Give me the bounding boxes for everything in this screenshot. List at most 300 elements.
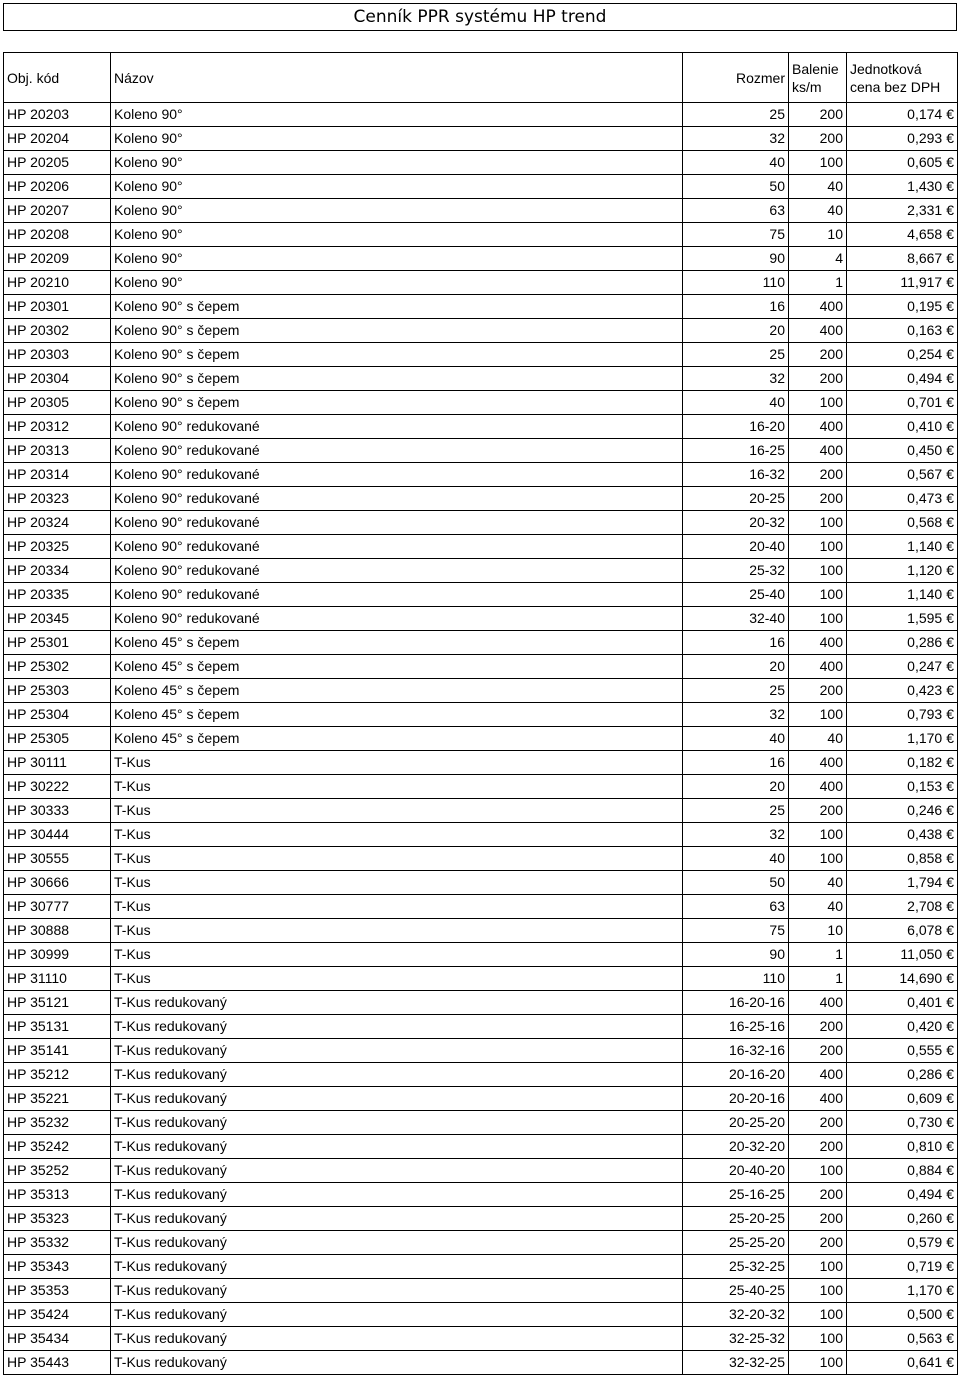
cell-cena: [847, 583, 958, 607]
cell-cena: [847, 679, 958, 703]
cell-rozmer: 16-20-16: [683, 991, 789, 1015]
cell-kod: HP 20206: [4, 175, 111, 199]
cell-cena: [847, 727, 958, 751]
price-value: 0,563: [907, 1330, 943, 1346]
cell-rozmer: 40: [683, 151, 789, 175]
table-row: [4, 175, 958, 199]
table-row: [4, 103, 958, 127]
cell-rozmer: 110: [683, 967, 789, 991]
cell-nazov: Koleno 90° redukované: [111, 607, 683, 631]
cell-balenie: 100: [789, 607, 847, 631]
cell-nazov: Koleno 90° redukované: [111, 439, 683, 463]
cell-kod: HP 20208: [4, 223, 111, 247]
cell-nazov: Koleno 90° redukované: [111, 559, 683, 583]
cell-cena: [847, 1015, 958, 1039]
cell-kod: HP 20313: [4, 439, 111, 463]
cell-cena: [847, 607, 958, 631]
price-value: 2,331: [907, 202, 943, 218]
currency-symbol: €: [946, 850, 954, 866]
table-header: [4, 53, 958, 103]
cell-cena: [847, 1255, 958, 1279]
cell-kod: HP 35434: [4, 1327, 111, 1351]
cell-nazov: T-Kus redukovaný: [111, 1063, 683, 1087]
cell-cena: [847, 367, 958, 391]
cell-cena: [847, 1183, 958, 1207]
table-row: [4, 559, 958, 583]
currency-symbol: €: [946, 610, 954, 626]
currency-symbol: €: [946, 1018, 954, 1034]
cell-cena: [847, 1111, 958, 1135]
cell-nazov: T-Kus redukovaný: [111, 1015, 683, 1039]
cell-nazov: Koleno 90°: [111, 103, 683, 127]
cell-cena: [847, 1135, 958, 1159]
cell-kod: HP 35232: [4, 1111, 111, 1135]
cell-balenie: 200: [789, 1135, 847, 1159]
table-row: [4, 223, 958, 247]
cell-balenie: 200: [789, 1207, 847, 1231]
cell-kod: HP 30111: [4, 751, 111, 775]
cell-balenie: 400: [789, 319, 847, 343]
price-value: 0,793: [907, 706, 943, 722]
cell-kod: HP 20314: [4, 463, 111, 487]
cell-kod: HP 35242: [4, 1135, 111, 1159]
cell-nazov: T-Kus: [111, 751, 683, 775]
cell-cena: [847, 799, 958, 823]
cell-nazov: T-Kus: [111, 943, 683, 967]
currency-symbol: €: [946, 754, 954, 770]
cell-rozmer: 20-32-20: [683, 1135, 789, 1159]
cell-cena: [847, 871, 958, 895]
cell-kod: HP 25302: [4, 655, 111, 679]
cell-kod: HP 30222: [4, 775, 111, 799]
cell-nazov: T-Kus: [111, 967, 683, 991]
cell-balenie: 100: [789, 511, 847, 535]
table-row: [4, 271, 958, 295]
cell-kod: HP 35332: [4, 1231, 111, 1255]
cell-nazov: T-Kus: [111, 847, 683, 871]
cell-cena: [847, 1327, 958, 1351]
cell-rozmer: 16-25-16: [683, 1015, 789, 1039]
cell-kod: HP 35313: [4, 1183, 111, 1207]
price-value: 0,494: [907, 1186, 943, 1202]
currency-symbol: €: [946, 1066, 954, 1082]
table-row: [4, 1015, 958, 1039]
cell-cena: [847, 1231, 958, 1255]
currency-symbol: €: [946, 250, 954, 266]
cell-balenie: 100: [789, 823, 847, 847]
currency-symbol: €: [946, 514, 954, 530]
cell-rozmer: 75: [683, 919, 789, 943]
cell-nazov: Koleno 90° s čepem: [111, 343, 683, 367]
table-row: [4, 1327, 958, 1351]
table-row: [4, 151, 958, 175]
cell-balenie: 1: [789, 967, 847, 991]
cell-cena: [847, 751, 958, 775]
cell-balenie: 100: [789, 535, 847, 559]
currency-symbol: €: [946, 586, 954, 602]
cell-rozmer: 16-20: [683, 415, 789, 439]
cell-balenie: 200: [789, 463, 847, 487]
cell-rozmer: 32-20-32: [683, 1303, 789, 1327]
currency-symbol: €: [946, 730, 954, 746]
cell-balenie: 200: [789, 103, 847, 127]
header-nazov: Názov: [111, 53, 683, 103]
cell-rozmer: 20: [683, 655, 789, 679]
price-value: 0,423: [907, 682, 943, 698]
price-value: 11,917: [900, 274, 943, 290]
table-row: [4, 631, 958, 655]
price-value: 6,078: [907, 922, 943, 938]
cell-rozmer: 20-32: [683, 511, 789, 535]
price-value: 1,170: [907, 1282, 943, 1298]
currency-symbol: €: [946, 706, 954, 722]
cell-balenie: 400: [789, 295, 847, 319]
cell-nazov: Koleno 45° s čepem: [111, 703, 683, 727]
price-value: 1,430: [907, 178, 943, 194]
cell-nazov: Koleno 90° s čepem: [111, 319, 683, 343]
cell-rozmer: 16-25: [683, 439, 789, 463]
cell-balenie: 400: [789, 775, 847, 799]
cell-nazov: T-Kus redukovaný: [111, 1207, 683, 1231]
cell-balenie: 40: [789, 199, 847, 223]
cell-rozmer: 25: [683, 343, 789, 367]
cell-rozmer: 16: [683, 295, 789, 319]
page-title: Cenník PPR systému HP trend: [3, 3, 957, 31]
table-row: [4, 943, 958, 967]
table-row: [4, 511, 958, 535]
price-value: 0,730: [907, 1114, 943, 1130]
cell-cena: [847, 991, 958, 1015]
cell-nazov: T-Kus redukovaný: [111, 1327, 683, 1351]
cell-cena: [847, 1207, 958, 1231]
currency-symbol: €: [946, 682, 954, 698]
header-kod: Obj. kód: [4, 53, 111, 103]
cell-cena: [847, 1039, 958, 1063]
cell-nazov: Koleno 45° s čepem: [111, 727, 683, 751]
currency-symbol: €: [946, 898, 954, 914]
cell-nazov: T-Kus redukovaný: [111, 1183, 683, 1207]
currency-symbol: €: [946, 778, 954, 794]
table-row: [4, 1279, 958, 1303]
cell-rozmer: 25-25-20: [683, 1231, 789, 1255]
cell-balenie: 100: [789, 1255, 847, 1279]
cell-nazov: Koleno 90°: [111, 271, 683, 295]
cell-rozmer: 16-32-16: [683, 1039, 789, 1063]
table-row: [4, 751, 958, 775]
cell-balenie: 200: [789, 799, 847, 823]
currency-symbol: €: [946, 202, 954, 218]
currency-symbol: €: [946, 1138, 954, 1154]
cell-kod: HP 20204: [4, 127, 111, 151]
cell-balenie: 400: [789, 1087, 847, 1111]
table-row: [4, 967, 958, 991]
currency-symbol: €: [946, 418, 954, 434]
price-value: 0,609: [907, 1090, 943, 1106]
price-value: 0,555: [907, 1042, 943, 1058]
price-value: 0,401: [907, 994, 943, 1010]
cell-nazov: Koleno 45° s čepem: [111, 655, 683, 679]
cell-rozmer: 25: [683, 103, 789, 127]
cell-nazov: Koleno 90° redukované: [111, 463, 683, 487]
cell-kod: HP 20345: [4, 607, 111, 631]
cell-balenie: 200: [789, 679, 847, 703]
price-value: 1,140: [907, 586, 943, 602]
cell-rozmer: 20-25: [683, 487, 789, 511]
cell-rozmer: 25-40-25: [683, 1279, 789, 1303]
cell-rozmer: 25-32-25: [683, 1255, 789, 1279]
price-value: 0,260: [907, 1210, 943, 1226]
table-row: [4, 991, 958, 1015]
table-row: [4, 1039, 958, 1063]
table-row: [4, 1303, 958, 1327]
table-row: [4, 367, 958, 391]
cell-nazov: Koleno 90°: [111, 175, 683, 199]
cell-balenie: 100: [789, 847, 847, 871]
price-value: 0,410: [907, 418, 943, 434]
cell-cena: [847, 271, 958, 295]
currency-symbol: €: [946, 370, 954, 386]
price-value: 0,420: [907, 1018, 943, 1034]
cell-nazov: T-Kus redukovaný: [111, 991, 683, 1015]
table-row: [4, 799, 958, 823]
cell-balenie: 400: [789, 631, 847, 655]
table-row: [4, 1207, 958, 1231]
cell-balenie: 10: [789, 919, 847, 943]
price-value: 0,494: [907, 370, 943, 386]
cell-kod: HP 25304: [4, 703, 111, 727]
table-row: [4, 343, 958, 367]
currency-symbol: €: [946, 1330, 954, 1346]
cell-kod: HP 35443: [4, 1351, 111, 1375]
cell-rozmer: 25-32: [683, 559, 789, 583]
price-value: 0,163: [907, 322, 943, 338]
cell-kod: HP 30444: [4, 823, 111, 847]
cell-cena: [847, 895, 958, 919]
cell-balenie: 200: [789, 1111, 847, 1135]
price-value: 8,667: [907, 250, 943, 266]
cell-nazov: Koleno 90° redukované: [111, 535, 683, 559]
currency-symbol: €: [946, 1162, 954, 1178]
cell-nazov: Koleno 90° s čepem: [111, 391, 683, 415]
cell-cena: [847, 919, 958, 943]
cell-cena: [847, 967, 958, 991]
cell-cena: [847, 127, 958, 151]
cell-balenie: 100: [789, 391, 847, 415]
cell-kod: HP 30666: [4, 871, 111, 895]
cell-kod: HP 35353: [4, 1279, 111, 1303]
cell-balenie: 40: [789, 895, 847, 919]
cell-rozmer: 25-40: [683, 583, 789, 607]
currency-symbol: €: [946, 922, 954, 938]
cell-balenie: 40: [789, 175, 847, 199]
cell-kod: HP 35121: [4, 991, 111, 1015]
cell-cena: [847, 511, 958, 535]
cell-kod: HP 20323: [4, 487, 111, 511]
cell-rozmer: 50: [683, 871, 789, 895]
cell-balenie: 400: [789, 1063, 847, 1087]
cell-kod: HP 30888: [4, 919, 111, 943]
currency-symbol: €: [946, 658, 954, 674]
currency-symbol: €: [946, 298, 954, 314]
table-row: [4, 1063, 958, 1087]
cell-cena: [847, 487, 958, 511]
currency-symbol: €: [946, 130, 954, 146]
price-value: 0,858: [907, 850, 943, 866]
currency-symbol: €: [946, 442, 954, 458]
currency-symbol: €: [946, 154, 954, 170]
cell-balenie: 100: [789, 1159, 847, 1183]
cell-rozmer: 25: [683, 679, 789, 703]
currency-symbol: €: [946, 970, 954, 986]
price-value: 0,153: [907, 778, 943, 794]
cell-nazov: T-Kus: [111, 871, 683, 895]
cell-cena: [847, 703, 958, 727]
price-value: 0,810: [907, 1138, 943, 1154]
cell-balenie: 400: [789, 415, 847, 439]
cell-cena: [847, 439, 958, 463]
currency-symbol: €: [946, 562, 954, 578]
price-value: 1,170: [907, 730, 943, 746]
cell-kod: HP 25303: [4, 679, 111, 703]
currency-symbol: €: [946, 1090, 954, 1106]
cell-balenie: 1: [789, 943, 847, 967]
cell-kod: HP 20324: [4, 511, 111, 535]
table-row: [4, 895, 958, 919]
currency-symbol: €: [946, 1186, 954, 1202]
price-value: 0,174: [907, 106, 943, 122]
price-value: 0,247: [907, 658, 943, 674]
cell-nazov: Koleno 90° redukované: [111, 415, 683, 439]
cell-kod: HP 35252: [4, 1159, 111, 1183]
currency-symbol: €: [946, 466, 954, 482]
cell-kod: HP 20305: [4, 391, 111, 415]
price-value: 4,658: [907, 226, 943, 242]
cell-balenie: 200: [789, 127, 847, 151]
table-row: [4, 391, 958, 415]
cell-kod: HP 25305: [4, 727, 111, 751]
cell-cena: [847, 103, 958, 127]
currency-symbol: €: [946, 394, 954, 410]
cell-balenie: 400: [789, 751, 847, 775]
currency-symbol: €: [946, 346, 954, 362]
cell-rozmer: 16-32: [683, 463, 789, 487]
cell-cena: [847, 319, 958, 343]
header-balenie: [789, 53, 847, 103]
cell-rozmer: 40: [683, 391, 789, 415]
table-row: [4, 295, 958, 319]
table-row: [4, 703, 958, 727]
table-row: [4, 607, 958, 631]
cell-balenie: 200: [789, 1039, 847, 1063]
cell-balenie: 100: [789, 151, 847, 175]
currency-symbol: €: [946, 1258, 954, 1274]
cell-rozmer: 40: [683, 727, 789, 751]
table-row: [4, 919, 958, 943]
table-row: [4, 1135, 958, 1159]
cell-balenie: 100: [789, 583, 847, 607]
currency-symbol: €: [946, 1234, 954, 1250]
cell-kod: HP 30555: [4, 847, 111, 871]
currency-symbol: €: [946, 874, 954, 890]
cell-nazov: Koleno 45° s čepem: [111, 679, 683, 703]
cell-cena: [847, 847, 958, 871]
cell-nazov: T-Kus redukovaný: [111, 1159, 683, 1183]
cell-rozmer: 20-25-20: [683, 1111, 789, 1135]
table-row: [4, 1087, 958, 1111]
cell-nazov: T-Kus redukovaný: [111, 1279, 683, 1303]
cell-balenie: 200: [789, 343, 847, 367]
cell-balenie: 400: [789, 991, 847, 1015]
table-row: [4, 1231, 958, 1255]
cell-kod: HP 20302: [4, 319, 111, 343]
price-value: 11,050: [900, 946, 943, 962]
cell-kod: HP 30777: [4, 895, 111, 919]
cell-nazov: T-Kus redukovaný: [111, 1111, 683, 1135]
cell-rozmer: 20-20-16: [683, 1087, 789, 1111]
cell-balenie: 100: [789, 703, 847, 727]
table-row: [4, 871, 958, 895]
cell-cena: [847, 463, 958, 487]
cell-kod: HP 25301: [4, 631, 111, 655]
cell-cena: [847, 823, 958, 847]
cell-rozmer: 32: [683, 703, 789, 727]
cell-kod: HP 35141: [4, 1039, 111, 1063]
table-row: [4, 727, 958, 751]
price-list-table: [3, 52, 958, 1375]
currency-symbol: €: [946, 1210, 954, 1226]
cell-nazov: Koleno 90°: [111, 199, 683, 223]
cell-kod: HP 20207: [4, 199, 111, 223]
table-row: [4, 487, 958, 511]
currency-symbol: €: [946, 1354, 954, 1370]
table-row: [4, 1111, 958, 1135]
table-row: [4, 847, 958, 871]
cell-balenie: 400: [789, 655, 847, 679]
table-row: [4, 679, 958, 703]
cell-kod: HP 20203: [4, 103, 111, 127]
table-row: [4, 1255, 958, 1279]
price-value: 0,293: [907, 130, 943, 146]
cell-rozmer: 32-40: [683, 607, 789, 631]
currency-symbol: €: [946, 802, 954, 818]
currency-symbol: €: [946, 226, 954, 242]
currency-symbol: €: [946, 826, 954, 842]
cell-rozmer: 50: [683, 175, 789, 199]
cell-rozmer: 16: [683, 751, 789, 775]
cell-nazov: Koleno 90° redukované: [111, 487, 683, 511]
cell-cena: [847, 343, 958, 367]
cell-rozmer: 25-20-25: [683, 1207, 789, 1231]
cell-nazov: Koleno 90°: [111, 151, 683, 175]
price-value: 0,182: [907, 754, 943, 770]
price-value: 2,708: [907, 898, 943, 914]
price-value: 14,690: [899, 970, 943, 986]
currency-symbol: €: [946, 274, 954, 290]
price-value: 0,500: [907, 1306, 943, 1322]
cell-nazov: Koleno 90°: [111, 223, 683, 247]
cell-nazov: T-Kus redukovaný: [111, 1303, 683, 1327]
cell-cena: [847, 943, 958, 967]
cell-cena: [847, 535, 958, 559]
cell-nazov: T-Kus: [111, 775, 683, 799]
table-row: [4, 823, 958, 847]
header-cena-line1: Jednotková: [850, 60, 922, 77]
header-balenie-line1: Balenie: [792, 60, 839, 77]
cell-nazov: T-Kus redukovaný: [111, 1039, 683, 1063]
cell-cena: [847, 1159, 958, 1183]
cell-nazov: Koleno 90°: [111, 247, 683, 271]
table-row: [4, 127, 958, 151]
